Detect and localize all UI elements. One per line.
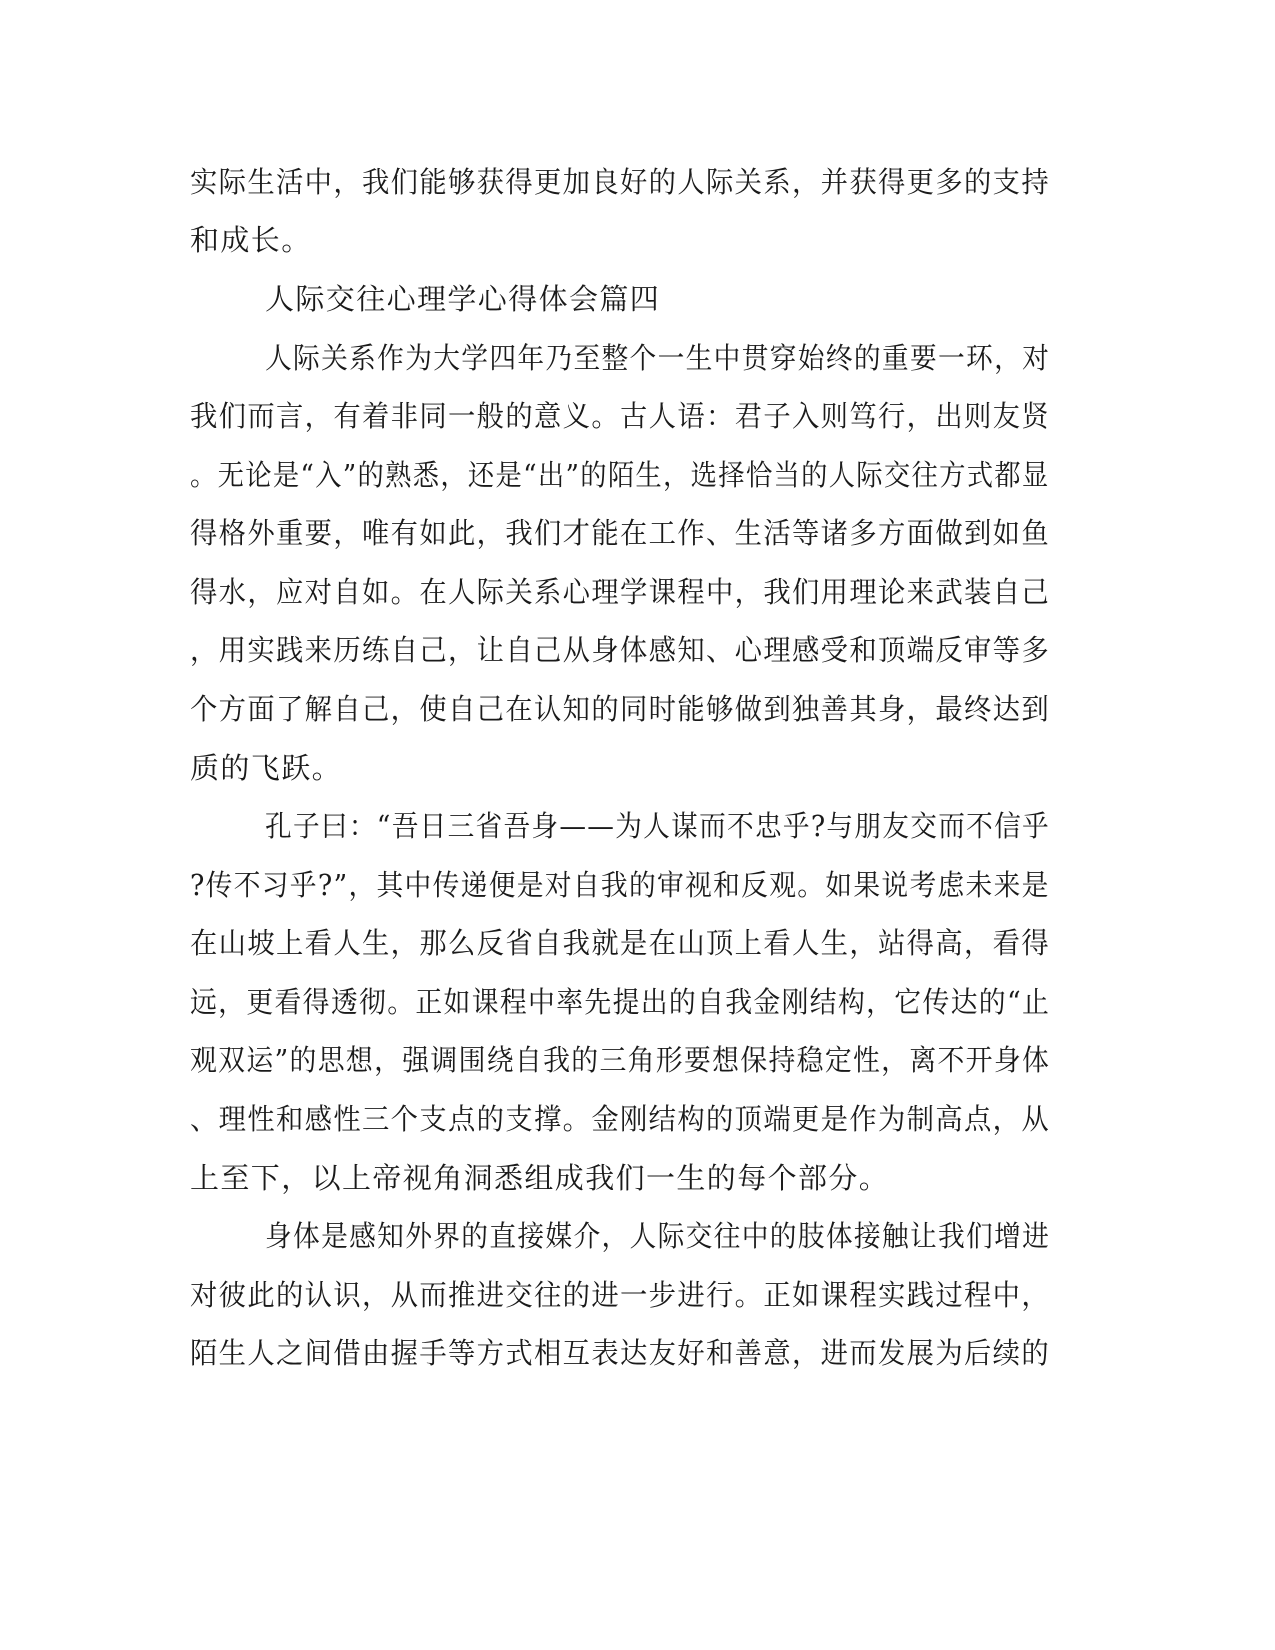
text-line: ，用实践来历练自己，让自己从身体感知、心理感受和顶端反审等多: [190, 633, 1051, 667]
text-line: 得格外重要，唯有如此，我们才能在工作、生活等诸多方面做到如鱼: [190, 516, 1051, 550]
text-line: 我们而言，有着非同一般的意义。古人语：君子入则笃行，出则友贤: [190, 399, 1051, 433]
text-line: 孔子曰：“吾日三省吾身——为人谋而不忠乎?与朋友交而不信乎: [265, 809, 1050, 843]
text-line: 对彼此的认识，从而推进交往的进一步进行。正如课程实践过程中，: [190, 1278, 1051, 1312]
text-line: ?传不习乎?”，其中传递便是对自我的审视和反观。如果说考虑未来是: [190, 868, 1050, 902]
text-line: 远，更看得透彻。正如课程中率先提出的自我金刚结构，它传达的“止: [190, 985, 1051, 1019]
text-line: 。无论是“入”的熟悉，还是“出”的陌生，选择恰当的人际交往方式都显: [190, 458, 1050, 492]
text-line: 得水，应对自如。在人际关系心理学课程中，我们用理论来武装自己: [190, 575, 1051, 609]
text-line: 陌生人之间借由握手等方式相互表达友好和善意，进而发展为后续的: [190, 1336, 1051, 1370]
text-line: 实际生活中，我们能够获得更加良好的人际关系，并获得更多的支持: [190, 165, 1051, 199]
text-line: 上至下，以上帝视角洞悉组成我们一生的每个部分。: [190, 1161, 890, 1195]
text-line: 个方面了解自己，使自己在认知的同时能够做到独善其身，最终达到: [190, 692, 1051, 726]
text-line: 、理性和感性三个支点的支撑。金刚结构的顶端更是作为制高点，从: [190, 1102, 1051, 1136]
text-line: 在山坡上看人生，那么反省自我就是在山顶上看人生，站得高，看得: [190, 926, 1051, 960]
text-line: 质的飞跃。: [190, 751, 343, 785]
text-line: 人际关系作为大学四年乃至整个一生中贯穿始终的重要一环，对: [265, 341, 1051, 375]
text-line: 和成长。: [190, 223, 312, 257]
section-heading: 人际交往心理学心得体会篇四: [265, 282, 661, 316]
text-line: 身体是感知外界的直接媒介，人际交往中的肢体接触让我们增进: [265, 1219, 1051, 1253]
text-line: 观双运”的思想，强调围绕自我的三角形要想保持稳定性，离不开身体: [190, 1043, 1051, 1077]
